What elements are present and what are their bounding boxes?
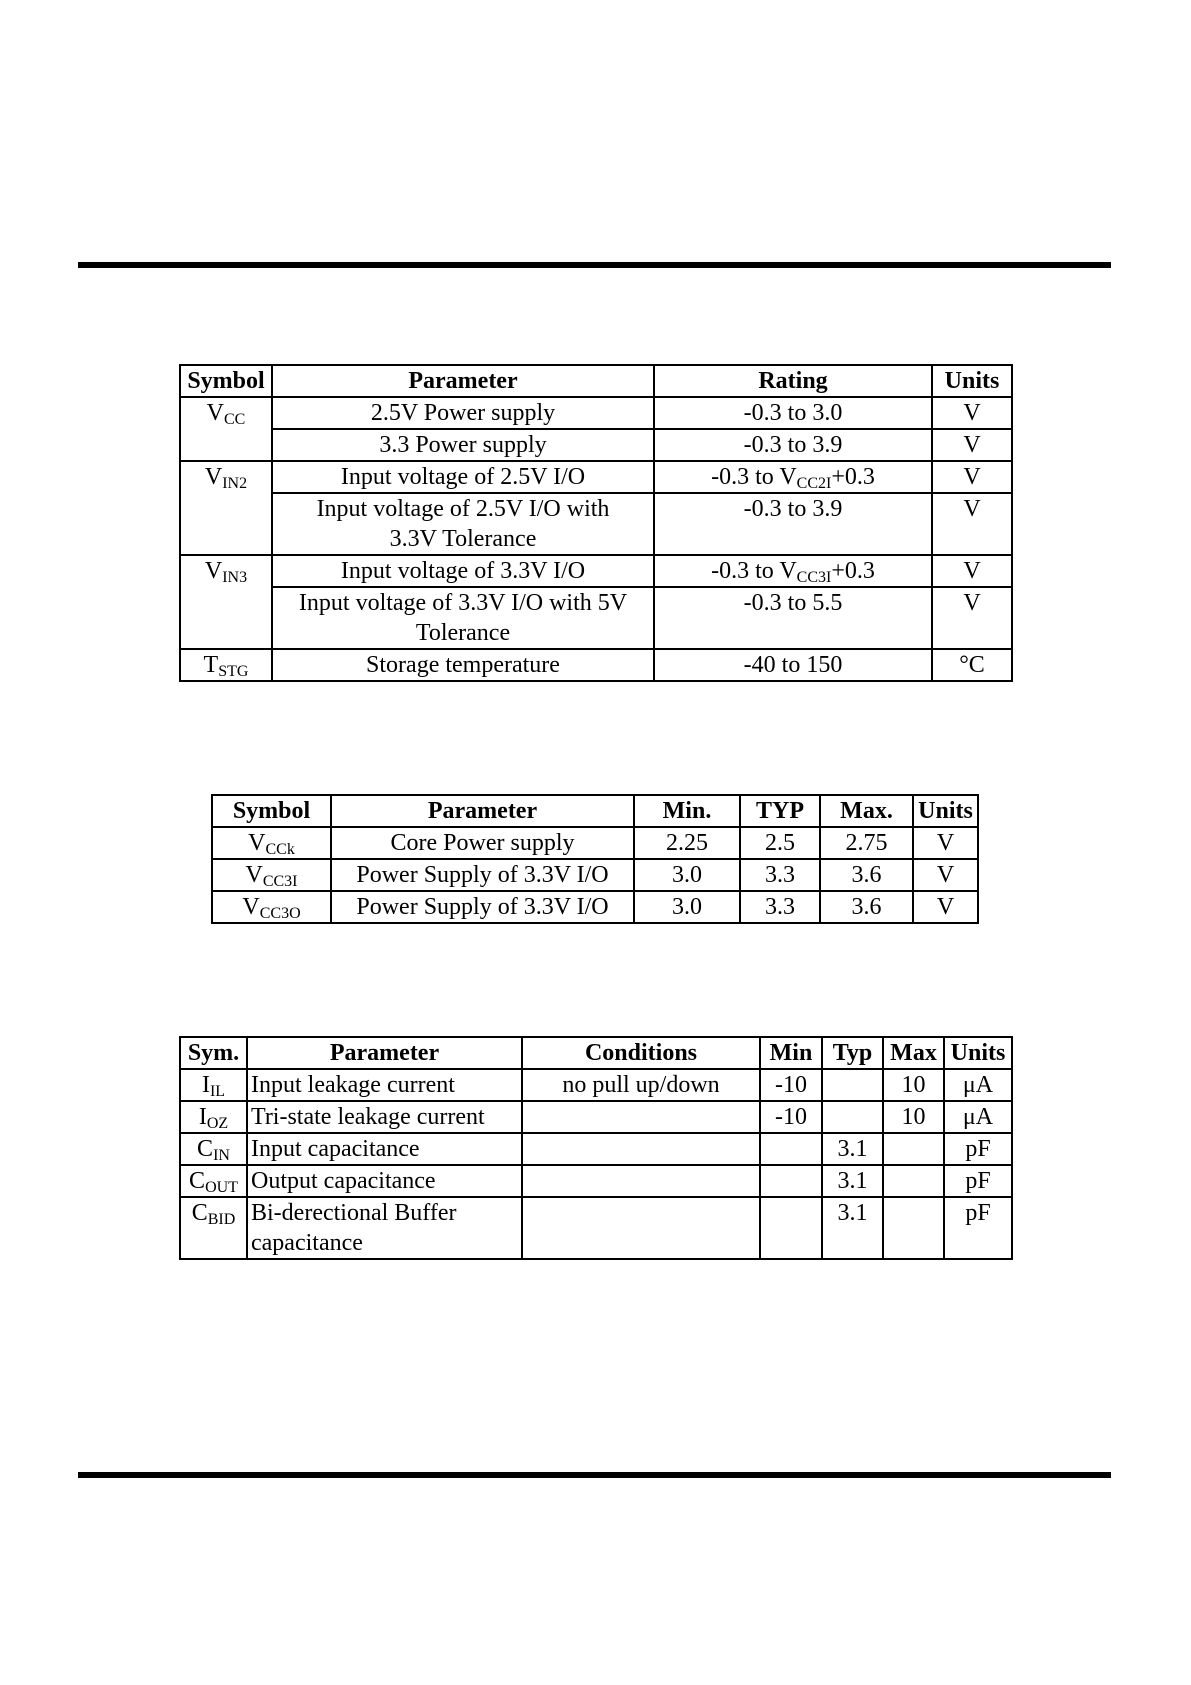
- header-parameter: Parameter: [272, 365, 654, 397]
- header-conditions: Conditions: [522, 1037, 760, 1069]
- table-row: [212, 827, 978, 859]
- conditions-cell: [522, 1133, 760, 1165]
- typ-cell: [822, 1069, 883, 1101]
- symbol-cell: $I_{IL}$: [180, 1069, 247, 1101]
- min-cell: -10: [760, 1101, 822, 1133]
- typ-cell: 3.1: [822, 1197, 883, 1259]
- table-header-row: [180, 365, 1012, 397]
- table-header-row: [212, 795, 978, 827]
- min-cell: 2.25: [634, 827, 740, 859]
- symbol-cell: $V_{CC}$: [180, 397, 272, 461]
- parameter-cell: 3.3 Power supply: [272, 429, 654, 461]
- parameter-cell: Input voltage of 2.5V I/O with 3.3V Tolerance: [272, 493, 654, 555]
- bottom-rule: [78, 1472, 1111, 1478]
- symbol-cell: $V_{CC3O}$: [212, 891, 331, 923]
- parameter-cell: Core Power supply: [331, 827, 634, 859]
- table-row: [180, 587, 1012, 649]
- parameter-cell: Input voltage of 2.5V I/O: [272, 461, 654, 493]
- symbol-cell: $V_{CC3I}$: [212, 859, 331, 891]
- conditions-cell: no pull up/down: [522, 1069, 760, 1101]
- symbol-cell: $V_{IN3}$: [180, 555, 272, 649]
- header-min: Min.: [634, 795, 740, 827]
- unit-cell: μA: [944, 1101, 1012, 1133]
- min-cell: [760, 1165, 822, 1197]
- table-row: [180, 555, 1012, 587]
- parameter-cell: 2.5V Power supply: [272, 397, 654, 429]
- header-parameter: Parameter: [247, 1037, 522, 1069]
- header-units: Units: [932, 365, 1012, 397]
- unit-cell: V: [932, 493, 1012, 555]
- absolute-maximum-ratings-table: [179, 364, 1013, 682]
- max-cell: [883, 1165, 944, 1197]
- symbol-cell: $T_{STG}$: [180, 649, 272, 681]
- typ-cell: 3.1: [822, 1133, 883, 1165]
- top-rule: [78, 262, 1111, 268]
- table-row: [180, 1197, 1012, 1259]
- min-cell: -10: [760, 1069, 822, 1101]
- max-cell: [883, 1133, 944, 1165]
- typ-cell: [822, 1101, 883, 1133]
- symbol-cell: $C_{IN}$: [180, 1133, 247, 1165]
- table-header-row: [180, 1037, 1012, 1069]
- rating-cell: -0.3 to $V_{CC3I}+0.3$: [654, 555, 932, 587]
- typ-cell: 3.3: [740, 859, 820, 891]
- header-units: Units: [944, 1037, 1012, 1069]
- parameter-cell: Bi-derectional Buffer capacitance: [247, 1197, 522, 1259]
- header-rating: Rating: [654, 365, 932, 397]
- table-row: [180, 493, 1012, 555]
- unit-cell: V: [932, 429, 1012, 461]
- header-max: Max: [883, 1037, 944, 1069]
- rating-cell: -40 to 150: [654, 649, 932, 681]
- header-sym: Sym.: [180, 1037, 247, 1069]
- table-row: [212, 891, 978, 923]
- symbol-cell: $V_{CCk}$: [212, 827, 331, 859]
- header-units: Units: [913, 795, 978, 827]
- header-symbol: Symbol: [180, 365, 272, 397]
- unit-cell: V: [913, 827, 978, 859]
- max-cell: 3.6: [820, 891, 913, 923]
- conditions-cell: [522, 1101, 760, 1133]
- typ-cell: 2.5: [740, 827, 820, 859]
- header-max: Max.: [820, 795, 913, 827]
- rating-cell: -0.3 to 3.0: [654, 397, 932, 429]
- unit-cell: V: [913, 859, 978, 891]
- min-cell: [760, 1197, 822, 1259]
- table-row: [180, 1133, 1012, 1165]
- max-cell: 10: [883, 1101, 944, 1133]
- header-min: Min: [760, 1037, 822, 1069]
- unit-cell: V: [932, 587, 1012, 649]
- table-row: [212, 859, 978, 891]
- unit-cell: °C: [932, 649, 1012, 681]
- symbol-cell: $C_{OUT}$: [180, 1165, 247, 1197]
- unit-cell: V: [913, 891, 978, 923]
- max-cell: 2.75: [820, 827, 913, 859]
- dc-characteristics-table: [179, 1036, 1013, 1260]
- conditions-cell: [522, 1165, 760, 1197]
- conditions-cell: [522, 1197, 760, 1259]
- symbol-cell: $V_{IN2}$: [180, 461, 272, 555]
- typ-cell: 3.1: [822, 1165, 883, 1197]
- unit-cell: pF: [944, 1165, 1012, 1197]
- rating-cell: -0.3 to 5.5: [654, 587, 932, 649]
- unit-cell: V: [932, 555, 1012, 587]
- parameter-cell: Power Supply of 3.3V I/O: [331, 859, 634, 891]
- symbol-cell: $I_{OZ}$: [180, 1101, 247, 1133]
- parameter-cell: Power Supply of 3.3V I/O: [331, 891, 634, 923]
- header-typ: TYP: [740, 795, 820, 827]
- table-row: [180, 397, 1012, 429]
- header-typ: Typ: [822, 1037, 883, 1069]
- min-cell: 3.0: [634, 859, 740, 891]
- parameter-cell: Input voltage of 3.3V I/O: [272, 555, 654, 587]
- symbol-cell: $C_{BID}$: [180, 1197, 247, 1259]
- unit-cell: V: [932, 397, 1012, 429]
- parameter-cell: Input capacitance: [247, 1133, 522, 1165]
- parameter-cell: Output capacitance: [247, 1165, 522, 1197]
- header-parameter: Parameter: [331, 795, 634, 827]
- unit-cell: μA: [944, 1069, 1012, 1101]
- rating-cell: -0.3 to 3.9: [654, 429, 932, 461]
- parameter-cell: Tri-state leakage current: [247, 1101, 522, 1133]
- min-cell: [760, 1133, 822, 1165]
- min-cell: 3.0: [634, 891, 740, 923]
- unit-cell: V: [932, 461, 1012, 493]
- rating-cell: -0.3 to 3.9: [654, 493, 932, 555]
- table-row: [180, 1101, 1012, 1133]
- recommended-operating-table: [211, 794, 979, 924]
- parameter-cell: Input voltage of 3.3V I/O with 5V Tolerance: [272, 587, 654, 649]
- max-cell: [883, 1197, 944, 1259]
- header-symbol: Symbol: [212, 795, 331, 827]
- max-cell: 10: [883, 1069, 944, 1101]
- table-row: [180, 1165, 1012, 1197]
- rating-cell: -0.3 to $V_{CC2I}+0.3$: [654, 461, 932, 493]
- max-cell: 3.6: [820, 859, 913, 891]
- parameter-cell: Input leakage current: [247, 1069, 522, 1101]
- typ-cell: 3.3: [740, 891, 820, 923]
- table-row: [180, 461, 1012, 493]
- unit-cell: pF: [944, 1133, 1012, 1165]
- table-row: [180, 1069, 1012, 1101]
- table-row: [180, 649, 1012, 681]
- parameter-cell: Storage temperature: [272, 649, 654, 681]
- unit-cell: pF: [944, 1197, 1012, 1259]
- table-row: [180, 429, 1012, 461]
